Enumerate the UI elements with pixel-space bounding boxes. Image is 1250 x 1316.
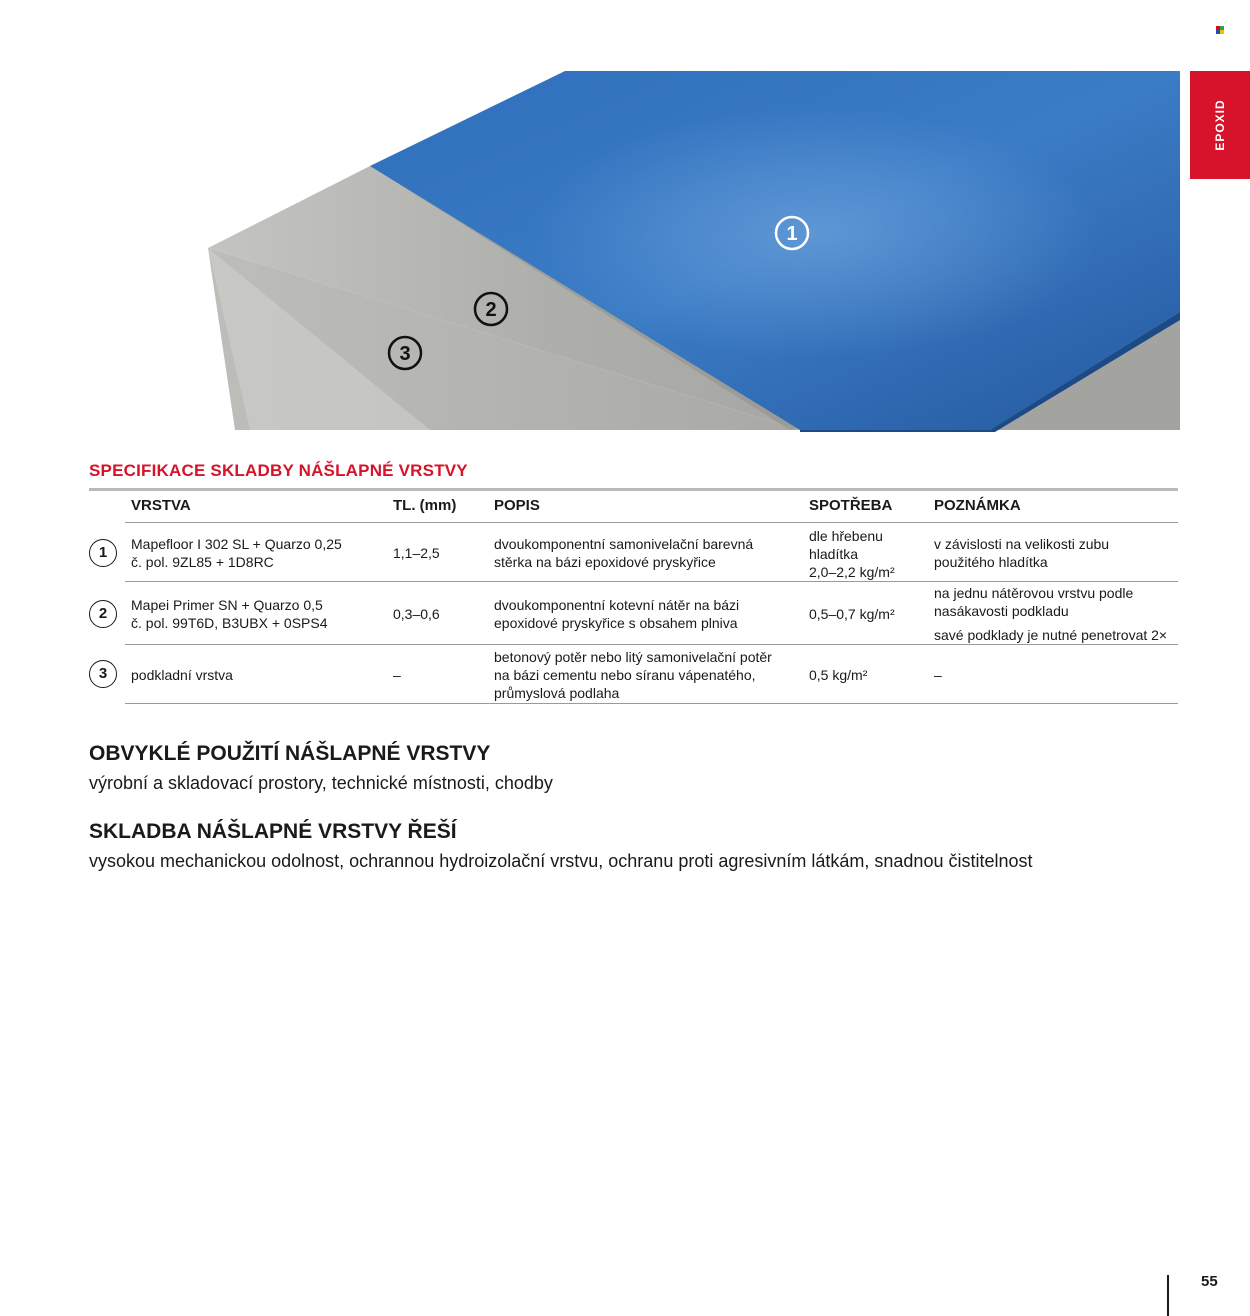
row-description: dvoukomponentní kotevní nátěr na bázi epoxidové pryskyřice s obsahem plniva [494, 597, 740, 631]
svg-text:2: 2 [485, 299, 497, 321]
header-description: POPIS [494, 497, 540, 514]
color-mark-icon [1216, 26, 1224, 34]
header-rule [125, 522, 1178, 523]
svg-text:1: 1 [786, 223, 798, 245]
row-note: v závislosti na velikosti zubu použitého hladítka [934, 536, 1110, 570]
floor-layers-illustration [190, 60, 1180, 432]
row-note: na jednu nátěrovou vrstvu podle nasákavosti podkladu savé podklady je nutné penetrovat 2× [934, 585, 1168, 643]
row-thickness: 0,3–0,6 [393, 606, 440, 622]
row-layer: podkladní vrstva [131, 667, 233, 683]
row-divider [125, 644, 1178, 645]
section-tab-label: EPOXID [1213, 99, 1227, 151]
usage-text: výrobní a skladovací prostory, technické místnosti, chodby [89, 773, 553, 793]
row-number-badge: 1 [89, 539, 117, 567]
section-tab [1190, 71, 1250, 179]
row-consumption: dle hřebenu hladítka 2,0–2,2 kg/m² [809, 528, 895, 580]
svg-text:3: 3 [399, 343, 411, 365]
spec-title-rule [89, 488, 1178, 491]
row-number-badge: 2 [89, 600, 117, 628]
row-layer: Mapefloor I 302 SL + Quarzo 0,25 č. pol. 9ZL85 + 1D8RC [131, 536, 342, 570]
header-note: POZNÁMKA [934, 497, 1021, 514]
header-consumption: SPOTŘEBA [809, 497, 893, 514]
row-note: – [934, 667, 942, 683]
header-layer: VRSTVA [131, 497, 191, 514]
row-description: betonový potěr nebo litý samonivelační potěr na bázi cementu nebo síranu vápenatého, průmyslová podlaha [494, 649, 772, 701]
row-divider [125, 703, 1178, 704]
row-description: dvoukomponentní samonivelační barevná stěrka na bázi epoxidové pryskyřice [494, 536, 754, 570]
usage-title: OBVYKLÉ POUŽITÍ NÁŠLAPNÉ VRSTVY [89, 742, 491, 765]
row-thickness: 1,1–2,5 [393, 545, 440, 561]
page-number: 55 [1201, 1273, 1218, 1290]
solves-text: vysokou mechanickou odolnost, ochrannou hydroizolační vrstvu, ochranu proti agresivním látkám, snadnou čistitelnost [89, 851, 1033, 871]
header-thickness: TL. (mm) [393, 497, 457, 514]
row-consumption: 0,5 kg/m² [809, 667, 868, 683]
row-thickness: – [393, 667, 401, 683]
solves-title: SKLADBA NÁŠLAPNÉ VRSTVY ŘEŠÍ [89, 820, 457, 843]
spec-title: SPECIFIKACE SKLADBY NÁŠLAPNÉ VRSTVY [89, 461, 468, 480]
row-divider [125, 581, 1178, 582]
row-consumption: 0,5–0,7 kg/m² [809, 606, 895, 622]
row-layer: Mapei Primer SN + Quarzo 0,5 č. pol. 99T6D, B3UBX + 0SPS4 [131, 597, 328, 631]
row-number-badge: 3 [89, 660, 117, 688]
page-number-divider [1167, 1275, 1169, 1316]
